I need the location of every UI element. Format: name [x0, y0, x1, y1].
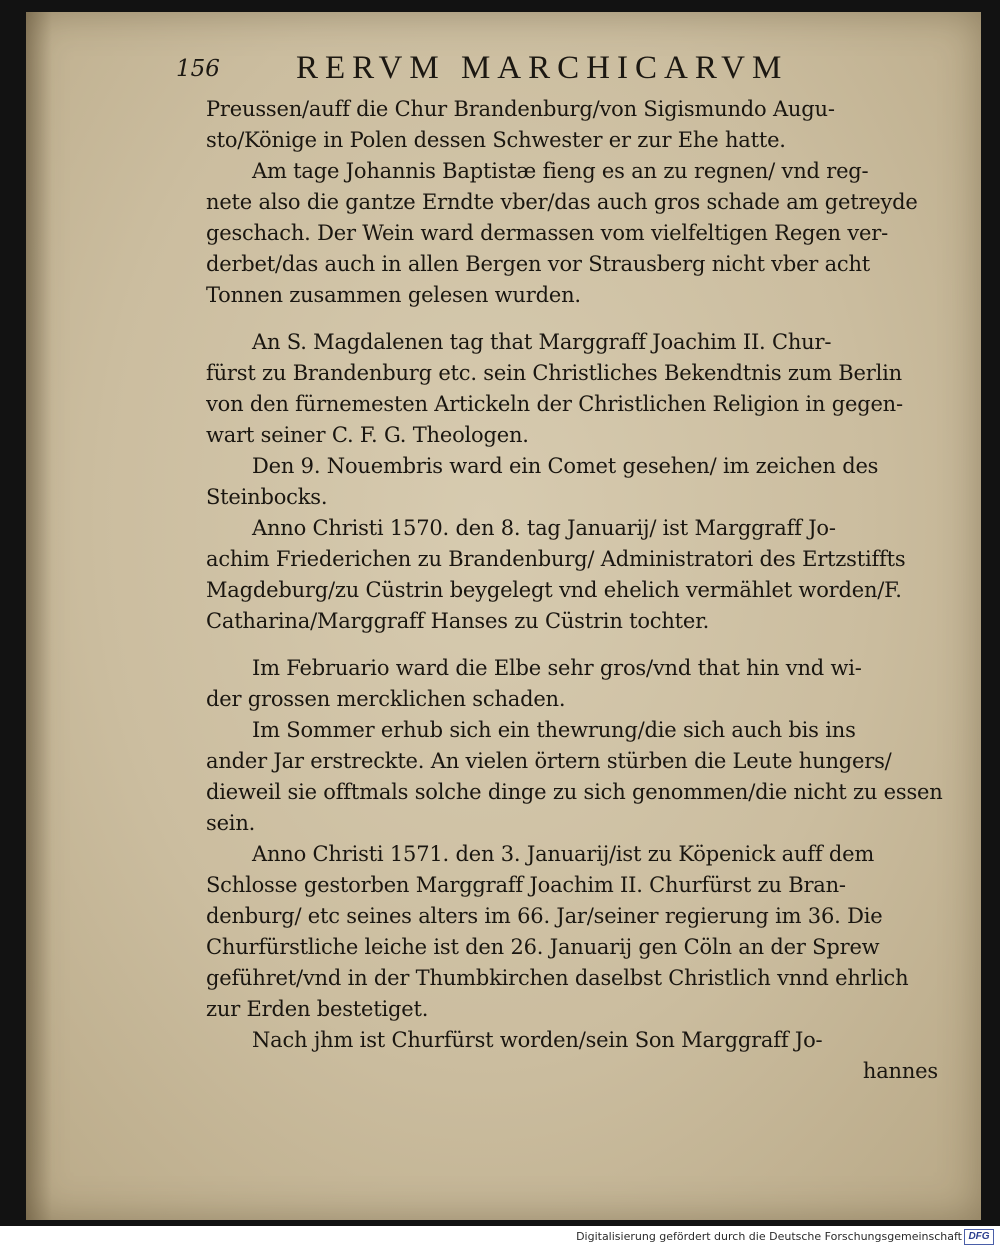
running-head [176, 50, 896, 90]
text-line: derbet/das auch in allen Bergen vor Strausberg nicht vber acht [206, 252, 871, 276]
text-line: Steinbocks. [206, 485, 328, 509]
text-line: Anno Christi 1570. den 8. tag Januarij/ ist Marggraff Jo- [252, 516, 836, 540]
text-line: der grossen mercklichen schaden. [206, 687, 566, 711]
text-line: nete also die gantze Erndte vber/das auch gros schade am getreyde [206, 190, 918, 214]
text-line: geführet/vnd in der Thumbkirchen daselbst Christlich vnnd ehrlich [206, 966, 909, 990]
text-line: geschach. Der Wein ward dermassen vom vielfeltigen Regen ver- [206, 221, 888, 245]
text-line: Catharina/Marggraff Hanses zu Cüstrin tochter. [206, 609, 710, 633]
text-line: denburg/ etc seines alters im 66. Jar/seiner regierung im 36. Die [206, 904, 883, 928]
body-text [206, 94, 948, 1087]
catchword: hannes [862, 1059, 938, 1083]
text-line: sto/Könige in Polen dessen Schwester er zur Ehe hatte. [206, 128, 786, 152]
text-line: zur Erden bestetiget. [206, 997, 429, 1021]
dfg-logo: DFG [964, 1229, 994, 1245]
text-line: dieweil sie offtmals solche dinge zu sich genommen/die nicht zu essen [206, 780, 943, 804]
funding-credit: Digitalisierung gefördert durch die Deutsche Forschungsgemeinschaft [576, 1230, 962, 1243]
text-line: An S. Magdalenen tag that Marggraff Joachim II. Chur- [252, 330, 832, 354]
text-line: wart seiner C. F. G. Theologen. [206, 423, 529, 447]
book-page [26, 12, 981, 1220]
text-line: Schlosse gestorben Marggraff Joachim II. Churfürst zu Bran- [206, 873, 846, 897]
text-line: Im Februario ward die Elbe sehr gros/vnd that hin vnd wi- [252, 656, 862, 680]
text-line: Preussen/auff die Chur Brandenburg/von Sigismundo Augu- [206, 97, 835, 121]
text-line: Nach jhm ist Churfürst worden/sein Son Marggraff Jo- [252, 1028, 823, 1052]
text-line: Den 9. Nouembris ward ein Comet gesehen/ im zeichen des [252, 454, 879, 478]
text-line: Magdeburg/zu Cüstrin beygelegt vnd ehelich vermählet worden/F. [206, 578, 902, 602]
page-number: 156 [176, 56, 220, 82]
text-line: Churfürstliche leiche ist den 26. Januarij gen Cöln an der Sprew [206, 935, 880, 959]
text-line: ander Jar erstreckte. An vielen örtern stürben die Leute hungers/ [206, 749, 892, 773]
page-heading: RERVM MARCHICARVM [296, 50, 789, 86]
text-line: achim Friederichen zu Brandenburg/ Administratori des Ertzstiffts [206, 547, 906, 571]
text-line: von den fürnemesten Artickeln der Christlichen Religion in gegen- [206, 392, 903, 416]
text-line: Im Sommer erhub sich ein thewrung/die sich auch bis ins [252, 718, 856, 742]
footer-bar [0, 1226, 1000, 1247]
text-line: Tonnen zusammen gelesen wurden. [206, 283, 581, 307]
text-line: Am tage Johannis Baptistæ fieng es an zu regnen/ vnd reg- [252, 159, 869, 183]
text-line: fürst zu Brandenburg etc. sein Christliches Bekendtnis zum Berlin [206, 361, 902, 385]
text-line: Anno Christi 1571. den 3. Januarij/ist zu Köpenick auff dem [252, 842, 875, 866]
text-line: sein. [206, 811, 256, 835]
